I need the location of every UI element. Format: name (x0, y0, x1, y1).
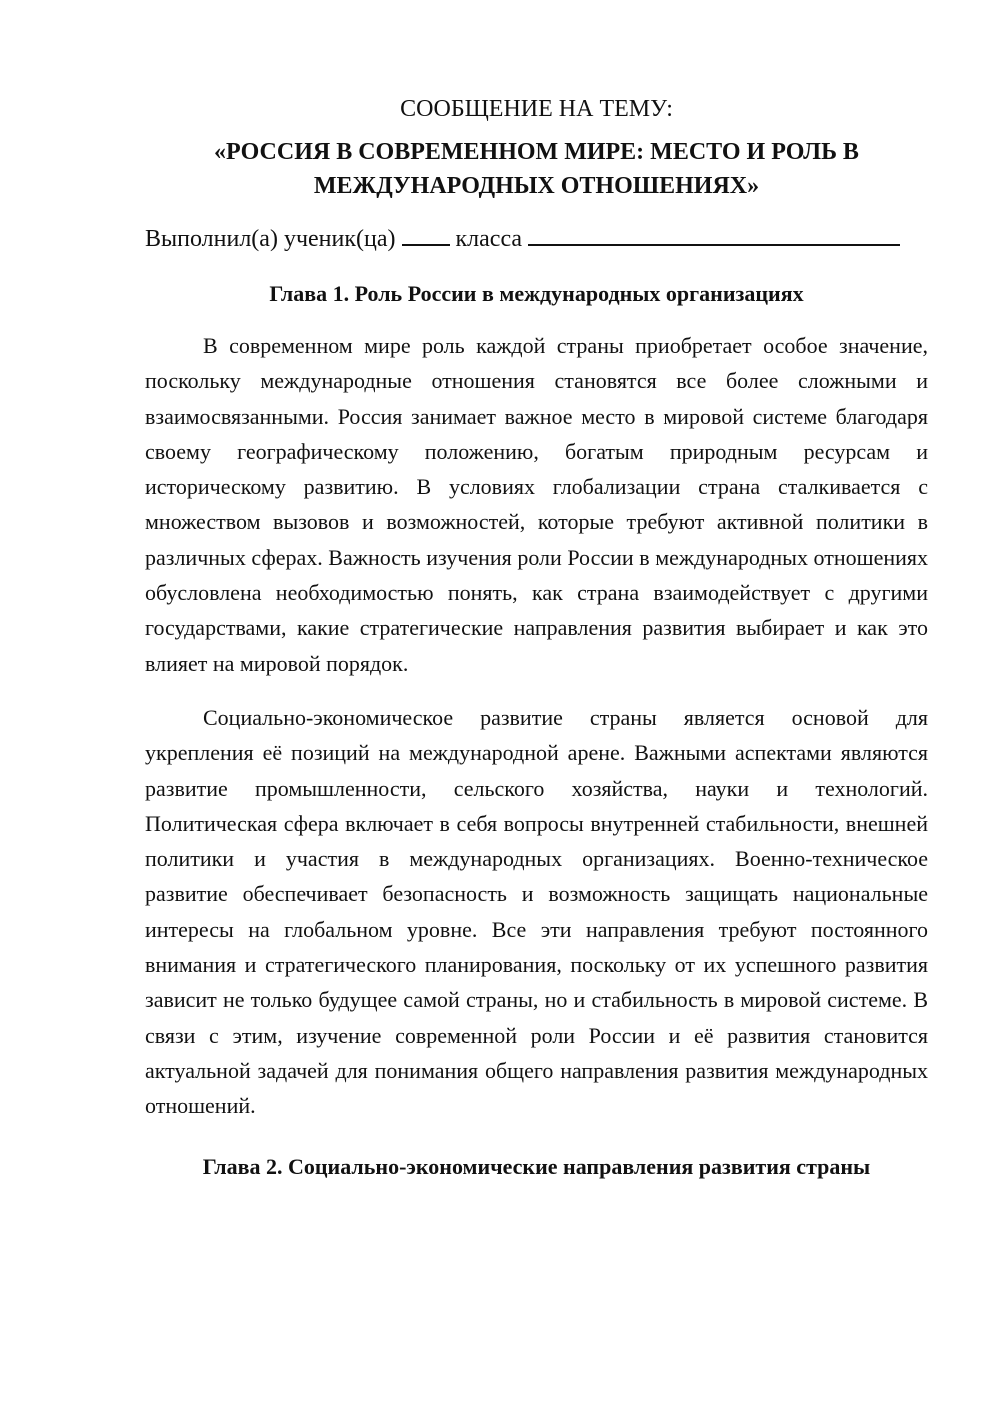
author-prefix: Выполнил(а) ученик(ца) (145, 226, 396, 252)
chapter-1-heading: Глава 1. Роль России в международных организациях (269, 281, 804, 306)
name-blank-field (528, 224, 900, 246)
chapter-2-heading: Глава 2. Социально-экономические направления развития страны (202, 1153, 871, 1179)
author-middle: класса (455, 226, 523, 252)
chapter-1-paragraph-1: В современном мире роль каждой страны приобретает особое значение, поскольку международные отношения становятся все более сложными и взаимосвязанными. Россия занимает важное место в мировой системе благодаря своему географическому положению, богатым природным ресурсам и историческому развитию. В условиях глобализации страна сталкивается с множеством вызовов и возможностей, которые требуют активной политики в различных сферах. Важность изучения роли России в международных отношениях обусловлена необходимостью понять, как страна взаимодействует с другими государствами, какие стратегические направления развития выбирает и как это влияет на мировой порядок. (145, 333, 928, 676)
author-line (145, 223, 928, 255)
chapter-1-paragraph-2: Социально-экономическое развитие страны является основой для укрепления её позиций на международной арене. Важными аспектами являются развитие промышленности, сельского хозяйства, науки и технологий. Политическая сфера включает в себя вопросы внутренней стабильности, внешней политики и участия в международных организациях. Военно-техническое развитие обеспечивает безопасность и возможность защищать национальные интересы на глобальном уровне. Все эти направления требуют постоянного внимания и стратегического планирования, поскольку от их успешного развития зависит не только будущее самой страны, но и стабильность в мировой системе. В связи с этим, изучение современной роли России и её развития становится актуальной задачей для понимания общего направления развития международных отношений. (145, 704, 928, 1119)
document-subtitle: «РОССИЯ В СОВРЕМЕННОМ МИРЕ: МЕСТО И РОЛЬ В МЕЖДУНАРОДНЫХ ОТНОШЕНИЯХ» (214, 139, 859, 199)
document-title: СООБЩЕНИЕ НА ТЕМУ: (400, 96, 673, 122)
class-blank-field (402, 224, 450, 246)
page-content (145, 93, 928, 1182)
